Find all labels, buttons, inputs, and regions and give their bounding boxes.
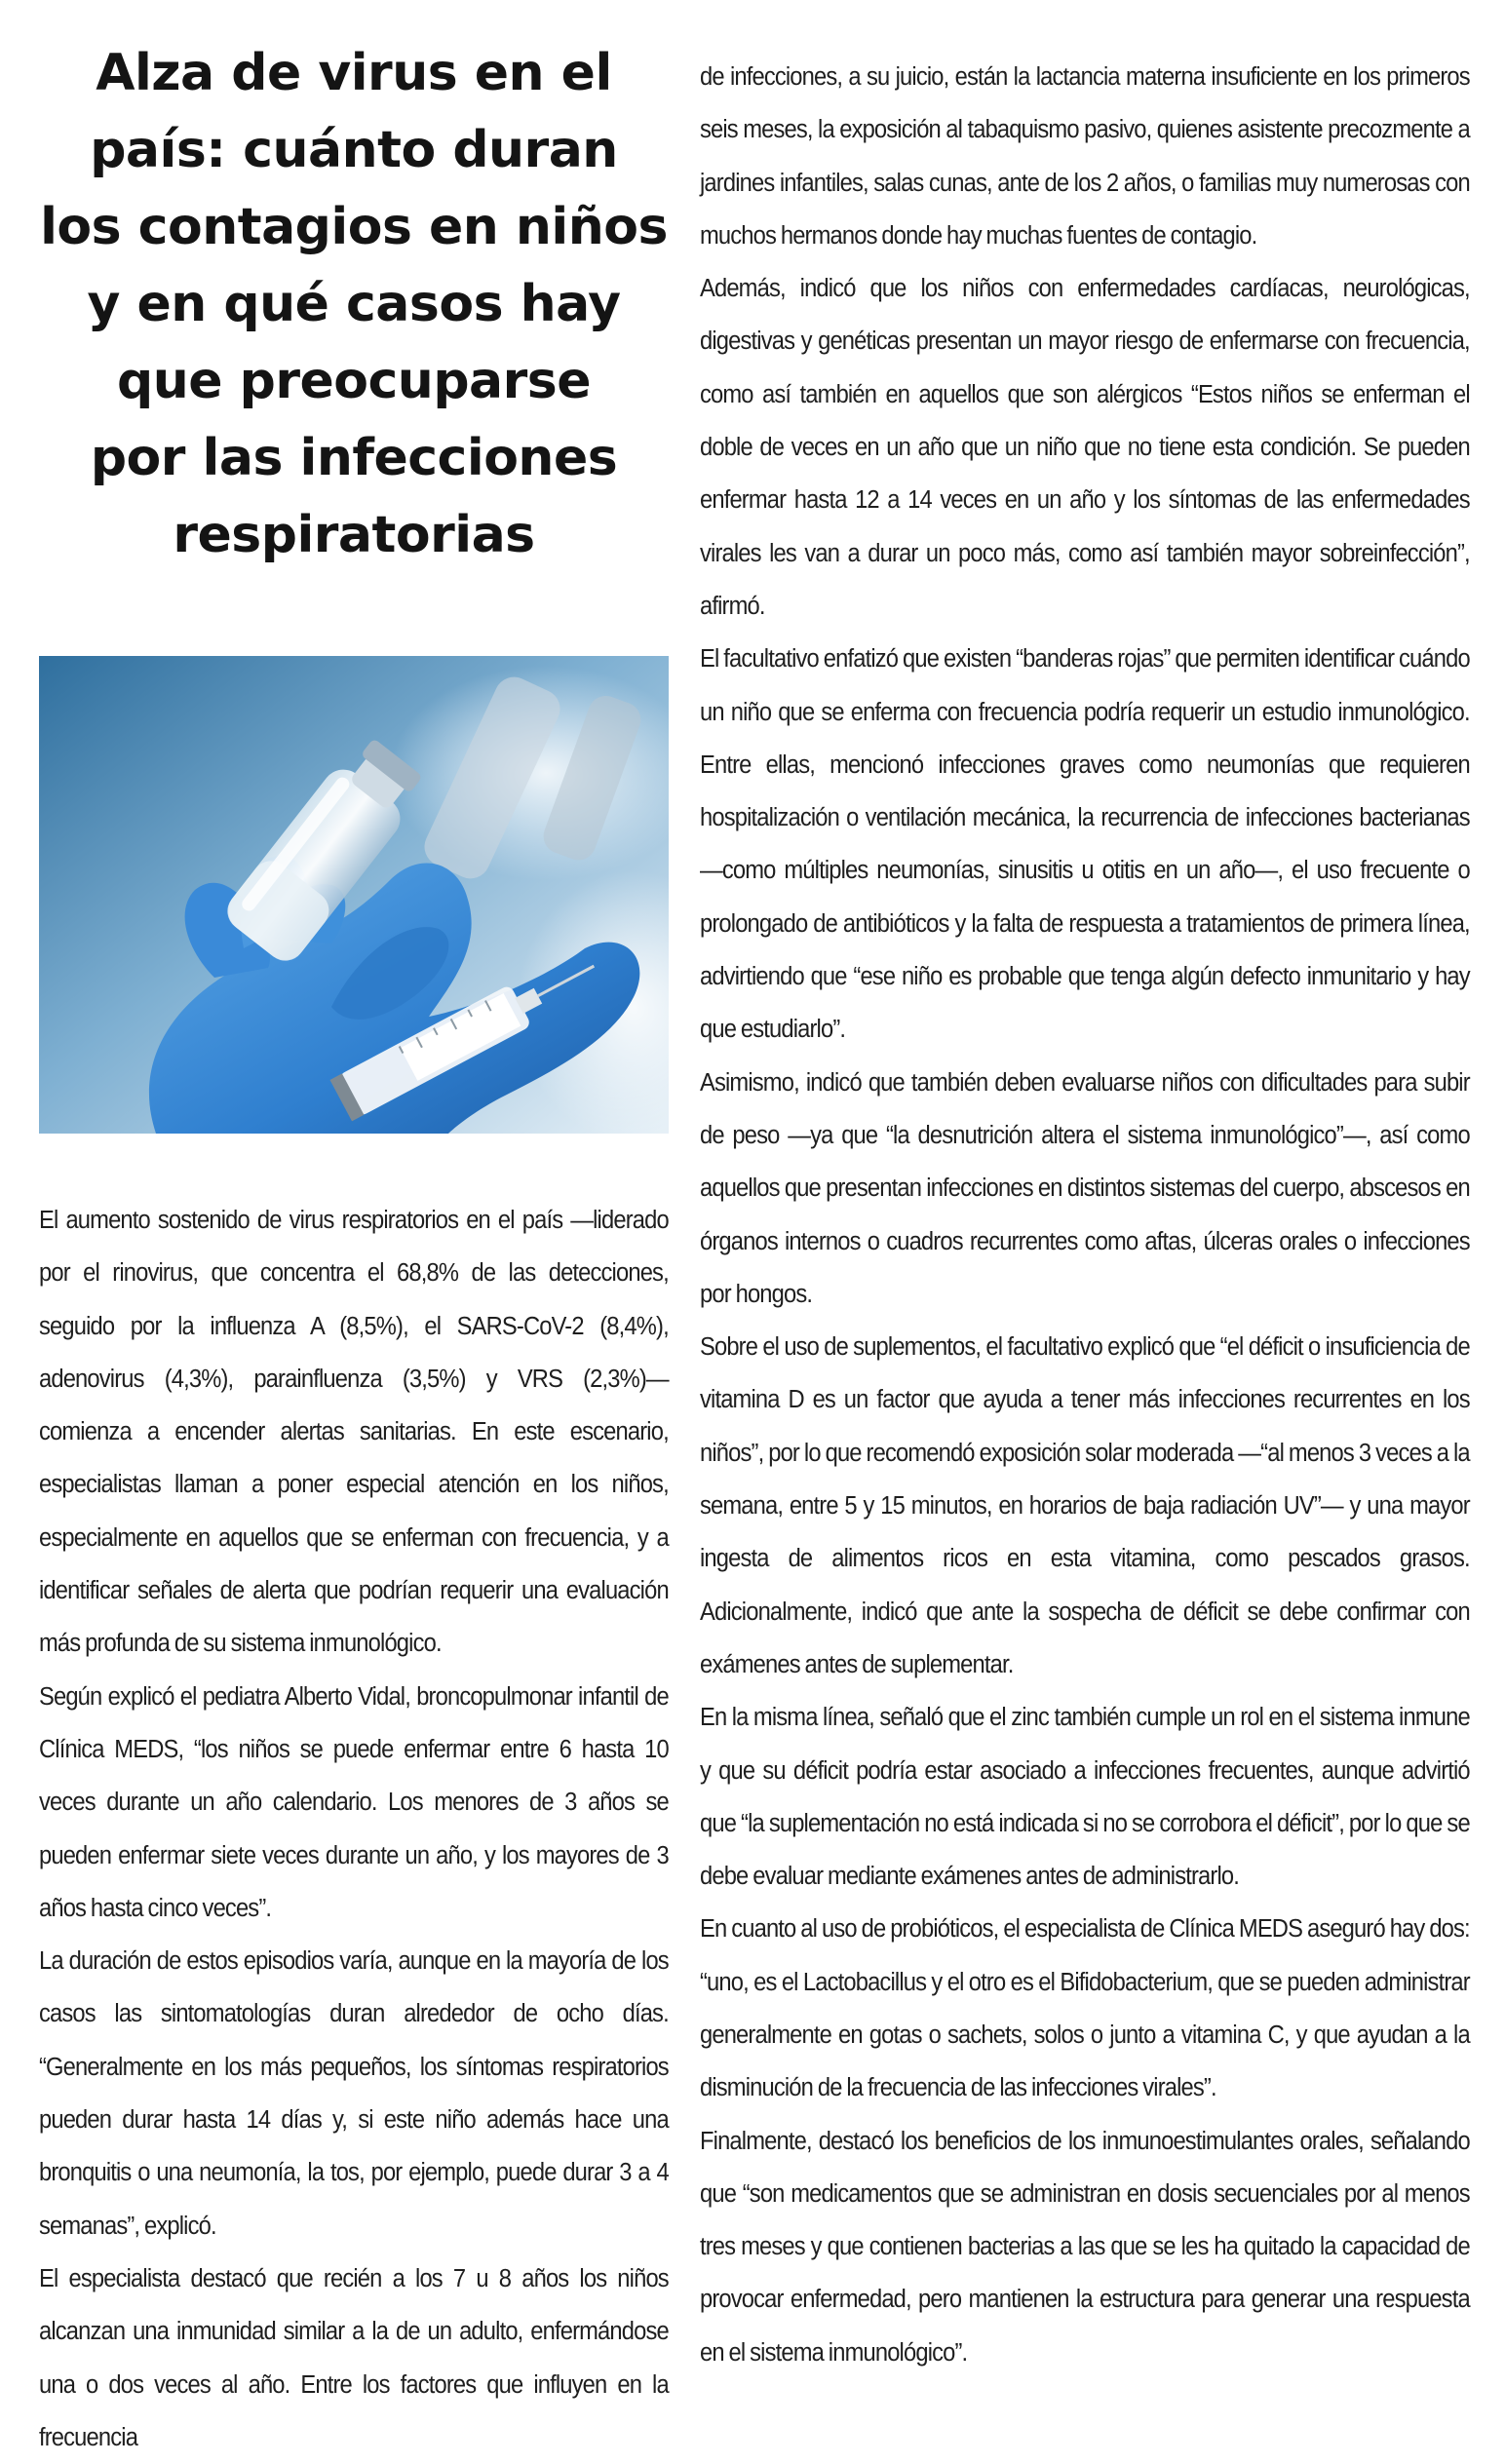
headline-line: por las infecciones (90, 429, 618, 487)
paragraph: El especialista destacó que recién a los 7 u 8 años los niños alcanzan una inmunidad similar a la de un adulto, enfermándose una o dos veces al año. Entre los factores que influyen en la frecuencia (39, 2264, 669, 2451)
paragraph: Asimismo, indicó que también deben evaluarse niños con dificultades para subir de peso —ya que “la desnutrición altera el sistema inmunológico”—, así como aquellos que presentan infecciones en distintos sistemas del cuerpo, abscesos en órganos internos o cuadros recurrentes como aftas, úlceras orales o infecciones por hongos. (700, 1068, 1470, 1308)
vaccine-vial-syringe-image (39, 656, 669, 1134)
left-column-text (39, 1194, 669, 2464)
left-column (39, 35, 669, 2464)
headline-line: Alza de virus en el (96, 44, 612, 102)
paragraph: Además, indicó que los niños con enfermedades cardíacas, neurológicas, digestivas y genéticas presentan un mayor riesgo de enfermarse con frecuencia, como así también en aquellos que son alérgicos “Estos niños se enferman el doble de veces en un año que un niño que no tiene esta condición. Se pueden enfermar hasta 12 a 14 veces en un año y los síntomas de las enfermedades virales les van a durar un poco más, como así también mayor sobreinfección”, afirmó. (700, 275, 1470, 620)
paragraph: Sobre el uso de suplementos, el facultativo explicó que “el déficit o insuficiencia de vitamina D es un factor que ayuda a tener más infecciones recurrentes en los niños”, por lo que recomendó exposición solar moderada —“al menos 3 veces a la semana, entre 5 y 15 minutos, en horarios de baja radiación UV”— y una mayor ingesta de alimentos ricos en esta vitamina, como pescados grasos. Adicionalmente, indicó que ante la sospecha de déficit se debe confirmar con exámenes antes de suplementar. (700, 1333, 1470, 1678)
headline-line: país: cuánto duran (90, 121, 618, 179)
paragraph: Finalmente, destacó los beneficios de los inmunoestimulantes orales, señalando que “son medicamentos que se administran en dosis secuenciales por al menos tres meses y que contienen bacterias a las que se les ha quitado la capacidad de provocar enfermedad, pero mantienen la estructura para generar una respuesta en el sistema inmunológico”. (700, 2127, 1470, 2367)
headline-line: los contagios en niños (40, 198, 668, 256)
paragraph: El aumento sostenido de virus respiratorios en el país —liderado por el rinovirus, que concentra el 68,8% de las detecciones, seguido por la influenza A (8,5%), el SARS-CoV-2 (8,4%), adenovirus (4,3%), parainfluenza (3,5%) y VRS (2,3%)— comienza a encender alertas sanitarias. En este escenario, especialistas llaman a poner especial atención en los niños, especialmente en aquellos que se enferman con frecuencia, y a identificar señales de alerta que podrían requerir una evaluación más profunda de su sistema inmunológico. (39, 1207, 669, 1658)
headline-line: y en qué casos hay (87, 275, 621, 333)
paragraph: En cuanto al uso de probióticos, el especialista de Clínica MEDS aseguró hay dos: “uno, es el Lactobacillus y el otro es el Bifidobacterium, que se pueden administrar generalmente en gotas o sachets, solos o junto a vitamina C, y que ayudan a la disminución de la frecuencia de las infecciones virales”. (700, 1915, 1470, 2102)
headline (39, 35, 669, 574)
paragraph: La duración de estos episodios varía, aunque en la mayoría de los casos las sintomatologías duran alrededor de ocho días. “Generalmente en los más pequeños, los síntomas respiratorios pueden durar hasta 14 días y, si este niño además hace una bronquitis o una neumonía, la tos, por ejemplo, puede durar 3 a 4 semanas”, explicó. (39, 1947, 669, 2240)
right-column-text (700, 51, 1470, 2379)
paragraph: Según explicó el pediatra Alberto Vidal, broncopulmonar infantil de Clínica MEDS, “los niños se puede enfermar entre 6 hasta 10 veces durante un año calendario. Los menores de 3 años se pueden enfermar siete veces durante un año, y los mayores de 3 años hasta cinco veces”. (39, 1682, 669, 1922)
paragraph: de infecciones, a su juicio, están la lactancia materna insuficiente en los primeros seis meses, la exposición al tabaquismo pasivo, quienes asistente precozmente a jardines infantiles, salas cunas, ante de los 2 años, o familias muy numerosas con muchos hermanos donde hay muchas fuentes de contagio. (700, 63, 1470, 250)
headline-line: respiratorias (173, 506, 535, 564)
headline-line: que preocuparse (117, 352, 591, 410)
paragraph: En la misma línea, señaló que el zinc también cumple un rol en el sistema inmune y que su déficit podría estar asociado a infecciones frecuentes, aunque advirtió que “la suplementación no está indicada si no se corrobora el déficit”, por lo que se debe evaluar mediante exámenes antes de administrarlo. (700, 1704, 1470, 1891)
article-photo (39, 656, 669, 1134)
paragraph: El facultativo enfatizó que existen “banderas rojas” que permiten identificar cuándo un niño que se enferma con frecuencia podría requerir un estudio inmunológico. Entre ellas, mencionó infecciones graves como neumonías que requieren hospitalización o ventilación mecánica, la recurrencia de infecciones bacterianas —como múltiples neumonías, sinusitis u otitis en un año—, el uso frecuente o prolongado de antibióticos y la falta de respuesta a tratamientos de primera línea, advirtiendo que “ese niño es probable que tenga algún defecto inmunitario y hay que estudiarlo”. (700, 645, 1470, 1044)
